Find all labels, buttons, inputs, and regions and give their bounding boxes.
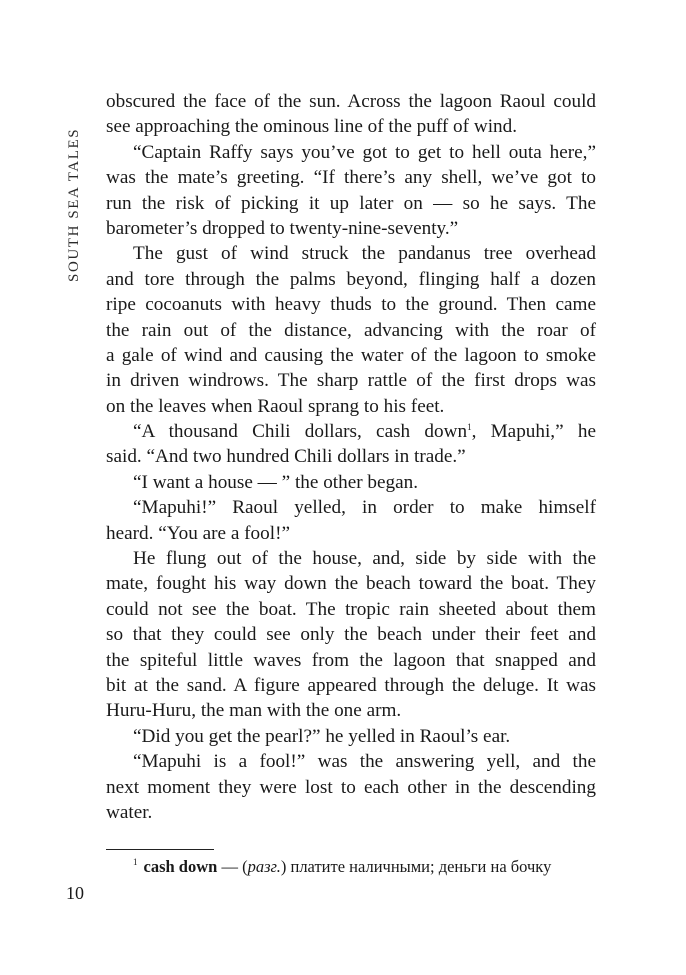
text-line: on the leaves when Raoul sprang to his feet. [106, 395, 445, 417]
body-text [106, 89, 596, 825]
text-line: and tore through the palms beyond, flinging half a dozen [106, 268, 596, 290]
footnote-definition: ) платите наличными; деньги на бочку [280, 857, 552, 876]
footnote-rule [106, 849, 214, 850]
text-line: a gale of wind and causing the water of the lagoon to smoke [106, 344, 596, 366]
text-line: was the mate’s greeting. “If there’s any shell, we’ve got to [106, 167, 596, 189]
text-line: bit at the sand. A figure appeared through the deluge. It was [106, 674, 596, 696]
running-head: SOUTH SEA TALES [66, 127, 82, 282]
text-line: run the risk of picking it up later on — so he says. The [106, 192, 596, 214]
text-line: He flung out of the house, and, side by side with the [133, 548, 596, 570]
footnote-reference: 1 [467, 422, 472, 433]
text-line: in driven windrows. The sharp rattle of the first drops was [106, 370, 596, 392]
text-line: “I want a house — ” the other began. [133, 471, 419, 493]
text-line: heard. “You are a fool!” [106, 522, 290, 544]
text-line: barometer’s dropped to twenty-nine-seventy.” [106, 217, 459, 239]
footnote-dash: — ( [217, 857, 248, 876]
text-line: water. [106, 801, 153, 823]
footnote-number: 1 [133, 857, 138, 867]
text-line: the rain out of the distance, advancing with the roar of [106, 319, 596, 341]
text-line: mate, fought his way down the beach toward the boat. They [106, 573, 596, 595]
text-line: Huru-Huru, the man with the one arm. [106, 700, 402, 722]
text-segment: “A thousand Chili dollars, cash down [133, 421, 468, 443]
footnote [133, 856, 603, 878]
footnote-abbreviation: разг. [247, 857, 281, 876]
text-line [106, 419, 596, 444]
text-segment: , Mapuhi,” he [471, 421, 596, 443]
page-number: 10 [66, 883, 84, 903]
footnote-term: cash down [143, 857, 218, 876]
text-line: “Did you get the pearl?” he yelled in Raoul’s ear. [133, 725, 511, 747]
text-line: “Captain Raffy says you’ve got to get to hell outa here,” [133, 141, 596, 163]
text-line: see approaching the ominous line of the puff of wind. [106, 116, 518, 138]
text-line: could not see the boat. The tropic rain sheeted about them [106, 598, 596, 620]
text-line: The gust of wind struck the pandanus tree overhead [133, 243, 596, 265]
text-line: “Mapuhi is a fool!” was the answering yell, and the [133, 751, 596, 773]
text-line: the spiteful little waves from the lagoon that snapped and [106, 649, 596, 671]
text-line: so that they could see only the beach under their feet and [106, 624, 596, 646]
text-line: next moment they were lost to each other in the descending [106, 776, 596, 798]
text-line: “Mapuhi!” Raoul yelled, in order to make himself [133, 497, 596, 519]
text-line: obscured the face of the sun. Across the lagoon Raoul could [106, 91, 596, 112]
text-line: said. “And two hundred Chili dollars in trade.” [106, 446, 466, 468]
text-line: ripe cocoanuts with heavy thuds to the ground. Then came [106, 294, 596, 316]
